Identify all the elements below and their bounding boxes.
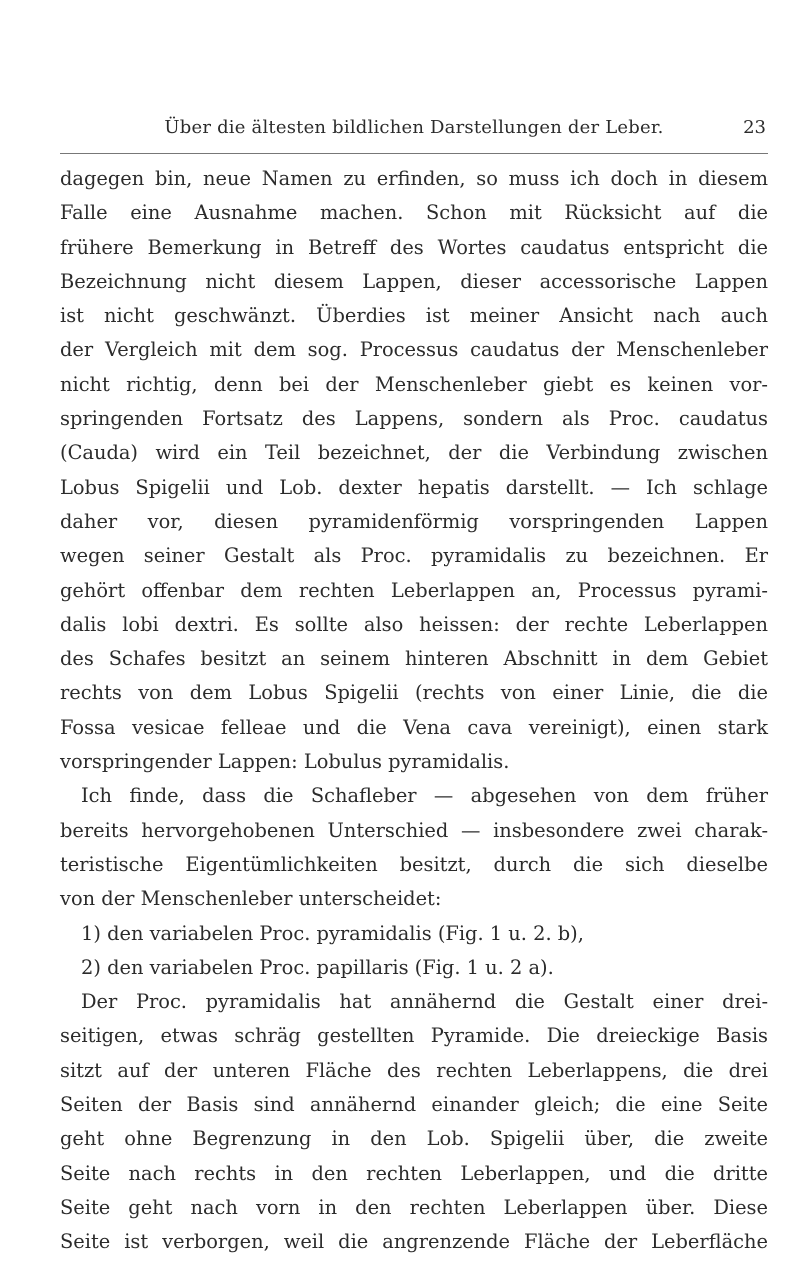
text-line: teristische Eigentümlichkeiten besitzt, durch die sich dieselbe (60, 852, 768, 876)
page-number: 23 (743, 117, 766, 138)
text-line: bereits hervorgehobenen Unterschied — insbesondere zwei charak- (60, 818, 768, 842)
text-line: Seite nach rechts in den rechten Leberlappen, und die dritte (60, 1161, 768, 1185)
text-line: gehört offenbar dem rechten Leberlappen an, Processus pyrami- (60, 578, 768, 602)
text-line: Seite ist verborgen, weil die angrenzende Fläche der Leberfläche (60, 1230, 768, 1254)
text-line: Seiten der Basis sind annähernd einander gleich; die eine Seite (60, 1093, 768, 1117)
text-line: Der Proc. pyramidalis hat annähernd die Gestalt einer drei- (81, 990, 768, 1014)
text-line: seitigen, etwas schräg gestellten Pyramide. Die dreieckige Basis (60, 1024, 768, 1048)
text-line: sitzt auf der unteren Fläche des rechten Leberlappens, die drei (60, 1058, 768, 1082)
text-line: vorspringender Lappen: Lobulus pyramidalis. (60, 750, 510, 774)
text-line: daher vor, diesen pyramidenförmig vorspringenden Lappen (60, 509, 768, 533)
text-line: Fossa vesicae felleae und die Vena cava vereinigt), einen stark (60, 715, 768, 739)
running-header (60, 117, 768, 151)
text-line: rechts von dem Lobus Spigelii (rechts von einer Linie, die die (60, 681, 768, 705)
text-line: ist nicht geschwänzt. Überdies ist meiner Ansicht nach auch (60, 304, 768, 328)
text-line: nicht richtig, denn bei der Menschenleber giebt es keinen vor- (60, 372, 768, 396)
text-line: 2) den variabelen Proc. papillaris (Fig. 1 u. 2 a). (81, 955, 554, 979)
text-line: Seite geht nach vorn in den rechten Leberlappen über. Diese (60, 1195, 768, 1219)
body-text (60, 162, 768, 1260)
text-line: geht ohne Begrenzung in den Lob. Spigelii über, die zweite (60, 1127, 768, 1151)
text-line: dalis lobi dextri. Es sollte also heissen: der rechte Leberlappen (60, 612, 768, 636)
text-line: des Schafes besitzt an seinem hinteren Abschnitt in dem Gebiet (60, 647, 768, 671)
text-line: Lobus Spigelii und Lob. dexter hepatis darstellt. — Ich schlage (60, 475, 768, 499)
text-line: von der Menschenleber unterscheidet: (60, 887, 442, 911)
text-line: Bezeichnung nicht diesem Lappen, dieser accessorische Lappen (60, 269, 768, 293)
text-line: frühere Bemerkung in Betreff des Wortes caudatus entspricht die (60, 235, 768, 259)
text-line: wegen seiner Gestalt als Proc. pyramidalis zu bezeichnen. Er (60, 544, 768, 568)
header-rule (60, 153, 768, 154)
text-line: springenden Fortsatz des Lappens, sondern als Proc. caudatus (60, 407, 768, 431)
text-line: der Vergleich mit dem sog. Processus caudatus der Menschenleber (60, 338, 768, 362)
text-line: (Cauda) wird ein Teil bezeichnet, der die Verbindung zwischen (60, 441, 768, 465)
text-line: Falle eine Ausnahme machen. Schon mit Rücksicht auf die (60, 201, 768, 225)
text-line: 1) den variabelen Proc. pyramidalis (Fig. 1 u. 2. b), (81, 921, 584, 945)
running-title: Über die ältesten bildlichen Darstellungen der Leber. (164, 117, 664, 138)
text-line: dagegen bin, neue Namen zu erfinden, so muss ich doch in diesem (60, 167, 768, 190)
text-line: Ich finde, dass die Schafleber — abgesehen von dem früher (81, 784, 768, 808)
